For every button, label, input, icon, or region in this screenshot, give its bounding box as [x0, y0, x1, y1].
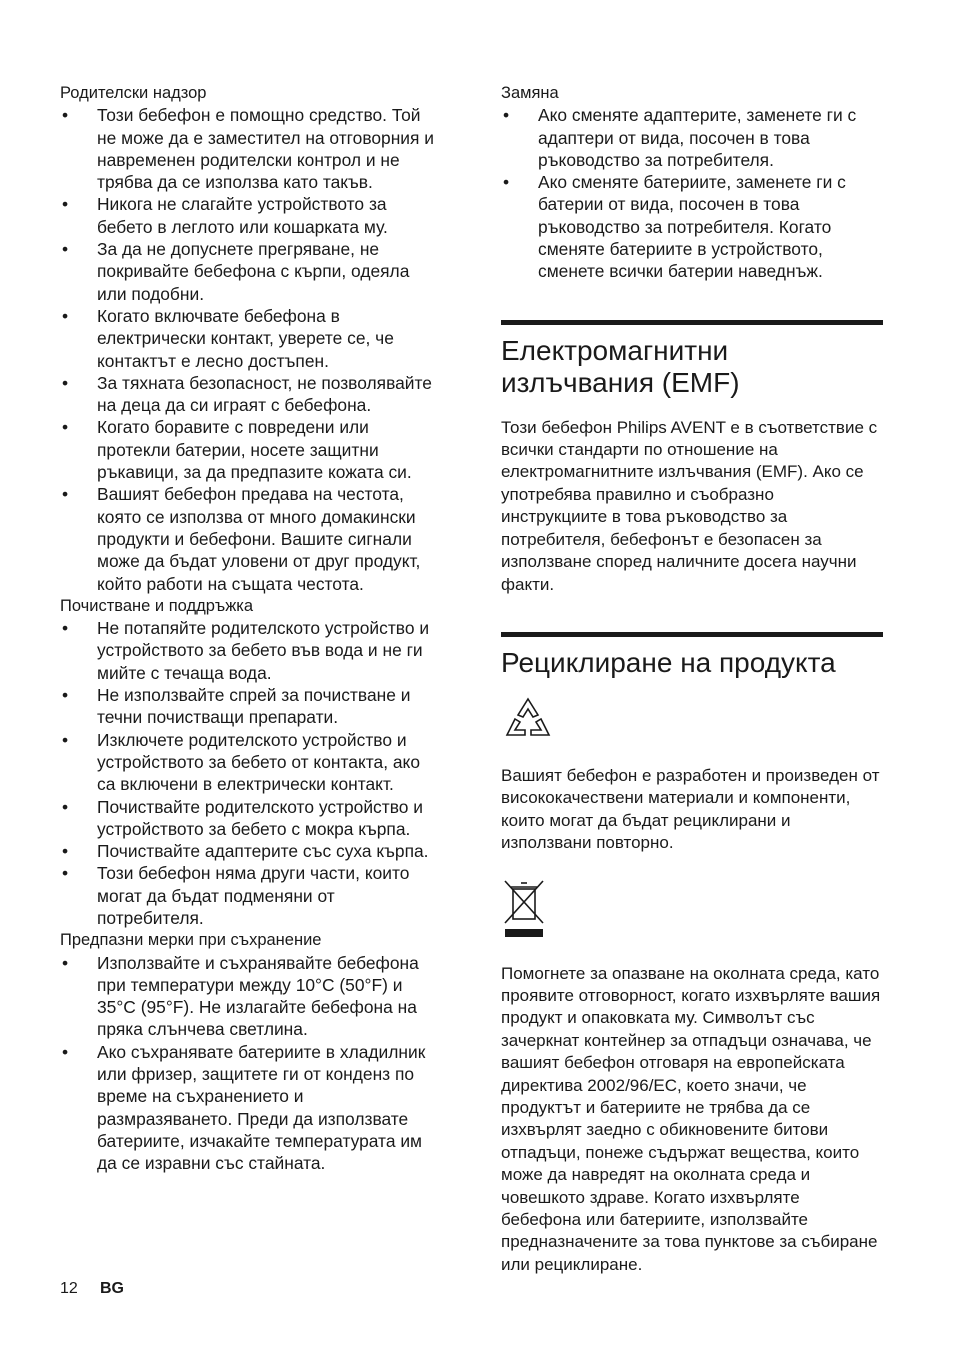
list-item: • Почиствайте родителското устройство и устройството за бебето с мокра кърпа. — [60, 796, 442, 841]
list-item: • Този бебефон е помощно средство. Той не може да е заместител на отговорния и навременен родителски контрол и не трябва да се използва като такъв. — [60, 104, 442, 193]
list-item: • За да не допуснете прегряване, не покривайте бебефона с кърпи, одеяла или подобни. — [60, 238, 442, 305]
emf-paragraph: Този бебефон Philips AVENT е в съответствие с всички стандарти по отношение на електромагнитните излъчвания (EMF). Ако се употребява правилно и съобразно инструкциите в това ръководство за потребителя, бебефонът е безопасен за използване според наличните досега научни факти. — [501, 417, 878, 594]
bullet-list — [60, 952, 442, 1175]
list-item: • Изключете родителското устройство и устройството за бебето от контакта, ако са включени в електрически контакт. — [60, 729, 442, 796]
bullet-list — [60, 617, 442, 929]
section-rule — [501, 320, 883, 325]
section-heading: Родителски надзор — [60, 84, 207, 102]
section-rule — [501, 632, 883, 637]
spacer — [501, 283, 883, 320]
list-item: • Не потапяйте родителското устройство и устройството за бебето във вода и не ги мийте с течаща вода. — [60, 617, 442, 684]
list-item: • Почиствайте адаптерите със суха кърпа. — [60, 840, 442, 862]
spacer — [501, 596, 883, 632]
list-item: • Когато боравите с повредени или протекли батерии, носете защитни ръкавици, за да предпазите кожата си. — [60, 416, 442, 483]
list-item: • За тяхната безопасност, не позволявайте на деца да си играят с бебефона. — [60, 372, 442, 417]
bullet-list — [501, 104, 883, 282]
left-column — [60, 82, 442, 1175]
list-item: • Вашият бебефон предава на честота, която се използва от много домакински продукти и бебефони. Вашите сигнали може да бъдат уловени от друг продукт, който работи на същата честота. — [60, 483, 442, 594]
bullet-list — [60, 104, 442, 595]
right-column — [501, 82, 883, 1276]
spacer — [501, 399, 883, 417]
list-item: • Използвайте и съхранявайте бебефона при температури между 10°C (50°F) и 35°C (95°F). Не излагайте бебефона на пряка слънчева светлина. — [60, 952, 442, 1041]
list-item: • Ако съхранявате батериите в хладилник или фризер, защитете ги от конденз по време на съхранението и размразяването. Преди да използвате батериите, изчакайте температурата им да се изравни със стайната. — [60, 1041, 442, 1175]
list-item: • Този бебефон няма други части, които могат да бъдат подменяни от потребителя. — [60, 862, 442, 929]
section-storage — [60, 929, 442, 1174]
section-cleaning — [60, 595, 442, 929]
language-code: BG — [100, 1280, 124, 1297]
recycling-title: Рециклиране на продукта — [501, 646, 836, 678]
section-heading: Предпазни мерки при съхранение — [60, 931, 322, 950]
section-heading: Замяна — [501, 84, 559, 102]
section-replacement — [501, 82, 883, 283]
recycling-paragraph-2: Помогнете за опазване на околната среда, като проявите отговорност, когато изхвърляте вашия продукт и опаковката му. Символът със зачеркнат контейнер за отпадъци означава, че вашият бебефон отговаря на европейската директива 2002/96/EC, което значи, че продуктът и батериите не трябва да се изхвърлят заедно с обикновените битови отпадъци, понеже съдържат вещества, които може да навредят на околната среда и човешкото здраве. Когато изхвърляте бебефона или батериите, използвайте предназначените за това пунктове за събиране или рециклиране. — [501, 963, 881, 1274]
emf-title: Електромагнитни излъчвания (EMF) — [501, 334, 740, 398]
section-heading: Почистване и поддръжка — [60, 596, 254, 615]
list-item: • Ако сменяте адаптерите, заменете ги с адаптери от вида, посочен в това ръководство за потребителя. — [501, 104, 883, 171]
crossed-out-bin-icon — [501, 877, 883, 949]
recycle-icon — [501, 693, 883, 761]
page-number: 12 — [60, 1280, 78, 1297]
list-item: • Никога не слагайте устройството за бебето в леглото или кошарката му. — [60, 193, 442, 238]
list-item: • Не използвайте спрей за почистване и течни почистващи препарати. — [60, 684, 442, 729]
list-item: • Когато включвате бебефона в електрически контакт, уверете се, че контактът е лесно достъпен. — [60, 305, 442, 372]
list-item: • Ако сменяте батериите, заменете ги с батерии от вида, посочен в това ръководство за потребителя. Когато сменяте батериите в устройството, сменете всички батерии наведнъж. — [501, 171, 883, 282]
recycling-paragraph-1: Вашият бебефон е разработен и произведен от висококачествени материали и компоненти, които могат да бъдат рециклирани и използвани повторно. — [501, 765, 880, 853]
section-parental-supervision — [60, 82, 442, 595]
